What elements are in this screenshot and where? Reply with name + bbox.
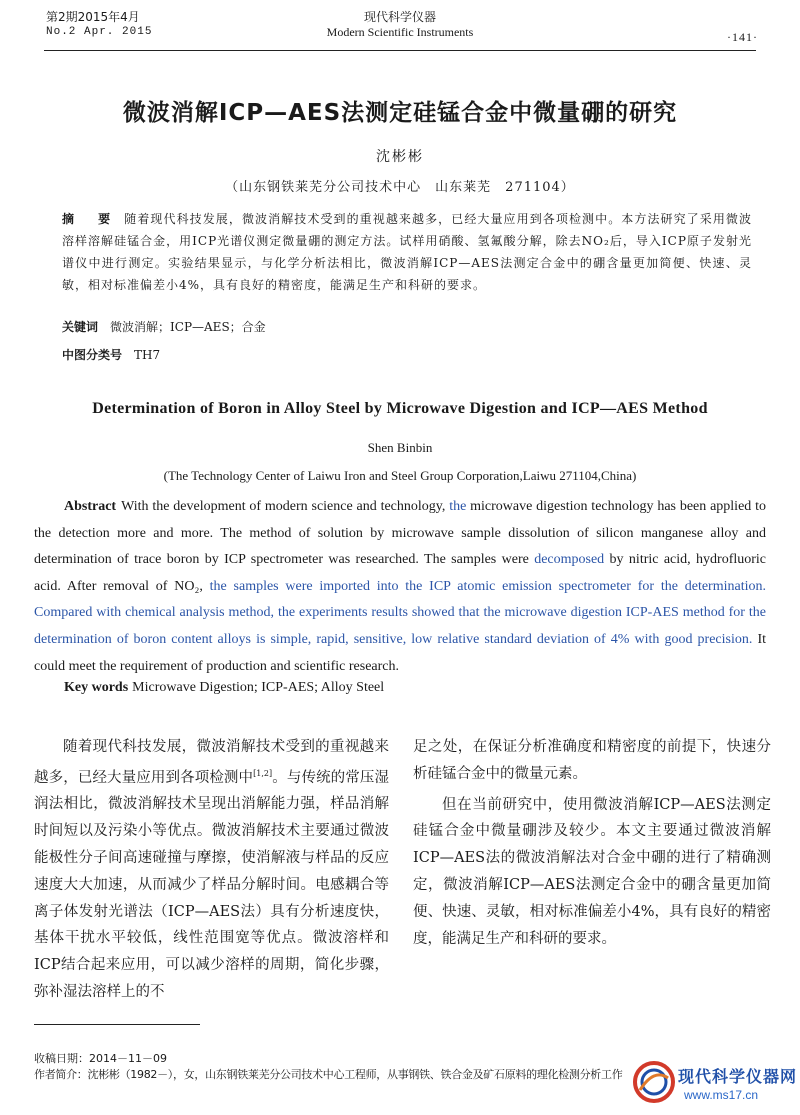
keywords-en-text: Microwave Digestion; ICP-AES; Alloy Steel [132, 680, 385, 695]
watermark-name: 现代科学仪器网 [678, 1067, 798, 1086]
journal-zh: 现代科学仪器 [363, 10, 436, 24]
body-paragraph [34, 734, 389, 1006]
title-zh: 微波消解ICP—AES法测定硅锰合金中微量硼的研究 [122, 100, 678, 126]
title-en: Determination of Boron in Alloy Steel by Microwave Digestion and ICP—AES Method [92, 400, 708, 417]
classification-zh-text: TH7 [134, 348, 161, 362]
body-column-left [34, 734, 389, 1006]
classification-zh-label: 中图分类号 [62, 348, 123, 362]
classification-zh [62, 346, 160, 363]
issue-info [46, 10, 152, 40]
affiliation-en: (The Technology Center of Laiwu Iron and Steel Group Corporation,Laiwu 271104,China) [163, 468, 637, 483]
abstract-zh-text: 随着现代科技发展，微波消解技术受到的重视越来越多，已经大量应用到各项检测中。本方法研究了采用微波溶样溶解硅锰合金，用ICP光谱仪测定微量硼的测定方法。试样用硝酸、氢氟酸分解，除去NO₂后，导入ICP原子发射光谱仪中进行测定。实验结果显示，与化学分析法相比，微波消解ICP—AES法测定合金中的硼含量更加简便、快速、灵敏，相对标准偏差小4%，具有良好的精密度，能满足生产和科研的要求。 [62, 212, 752, 292]
abstract-zh [62, 208, 752, 296]
abstract-en-text-4: It could meet the requirement of production and scientific research. [34, 631, 766, 674]
issue-en: No.2 Apr. 2015 [46, 26, 153, 38]
abstract-en-label: Abstract [64, 499, 117, 514]
body-paragraph: 足之处，在保证分析准确度和精密度的前提下，快速分析硅锰合金中的微量元素。 [413, 739, 771, 782]
keywords-en-label: Key words [64, 680, 129, 695]
abstract-en-highlight-2: decomposed [534, 552, 605, 568]
affiliation-zh: （山东钢铁莱芜分公司技术中心 山东莱芜 271104） [225, 180, 575, 195]
abstract-en-highlight-1: the [449, 499, 467, 514]
author-zh: 沈彬彬 [376, 149, 424, 165]
abstract-en-text-1: With the development of modern science and technology, [121, 499, 450, 514]
abstract-en-text-2: microwave digestion technology has been applied to the detection more and more. The method of solution by microwave sample dissolution of silicon manganese alloy and determination of trace boron by ICP spectrometer was researched. The samples were [34, 499, 767, 568]
watermark-url[interactable]: www.ms17.cn [684, 1088, 759, 1102]
body-column-right [413, 734, 771, 952]
abstract-en-highlight-3: the samples were imported into the ICP atomic emission spectrometer for the determination. Compared with chemical analysis method, the experiments results showed that the microwave digestion ICP-AES method for the determination of boron content alloys is simple, rapid, sensitive, low relative standard deviation of 4% with good precision. [34, 578, 766, 647]
journal-name [300, 10, 500, 40]
footnote-divider [34, 1024, 200, 1025]
body-text: 随着现代科技发展，微波消解技术受到的重视越来越多，已经大量应用到各项检测中 [34, 739, 389, 786]
body-text: 。与传统的常压湿润法相比，微波消解技术呈现出消解能力强，样品消解时间短以及污染小等优点。微波消解技术主要通过微波能极性分子间高速碰撞与摩擦，使消解液与样品的反应速度大大加速，从而减少了样品分解时间。电感耦合等离子体发射光谱法（ICP—AES法）具有分析速度快，基体干扰水平较低，线性范围宽等优点。微波溶样和ICP结合起来应用，可以减少溶样的周期，简化步骤，弥补湿法溶样上的不 [34, 769, 390, 1000]
keywords-zh [62, 318, 266, 335]
abstract-en-text-3: by nitric acid, hydrofluoric acid. After removal of NO₂, [34, 552, 767, 594]
keywords-en [64, 680, 384, 696]
footnote-author-bio: 作者简介：沈彬彬（1982－），女，山东钢铁莱芜分公司技术中心工程师，从事钢铁、铁合金及矿石原料的理化检测分析工作 [34, 1068, 623, 1081]
watermark [632, 1058, 798, 1108]
header-divider [44, 50, 756, 51]
keywords-zh-text: 微波消解；ICP—AES；合金 [110, 320, 266, 334]
issue-zh: 第2期2015年4月 [46, 10, 140, 24]
body-paragraph: 但在当前研究中，使用微波消解ICP—AES法测定硅锰合金中微量硼涉及较少。本文主要通过微波消解ICP—AES法的微波消解法对合金中硼的进行了精确测定，微波消解ICP—AES法测定合金中的硼含量更加简便、快速、灵敏，相对标准偏差小4%，具有良好的精密度，能满足生产和科研的要求。 [413, 796, 771, 947]
page-number: ·141· [727, 30, 758, 44]
keywords-zh-label: 关键词 [62, 320, 99, 334]
journal-en: Modern Scientific Instruments [326, 25, 474, 39]
footnote-received: 收稿日期：2014－11－09 [34, 1052, 167, 1065]
author-en: Shen Binbin [367, 440, 433, 455]
citation-ref: [1,2] [253, 768, 273, 778]
abstract-zh-label: 摘 要 [62, 212, 117, 226]
site-logo-icon [632, 1060, 676, 1104]
abstract-en [34, 494, 766, 680]
